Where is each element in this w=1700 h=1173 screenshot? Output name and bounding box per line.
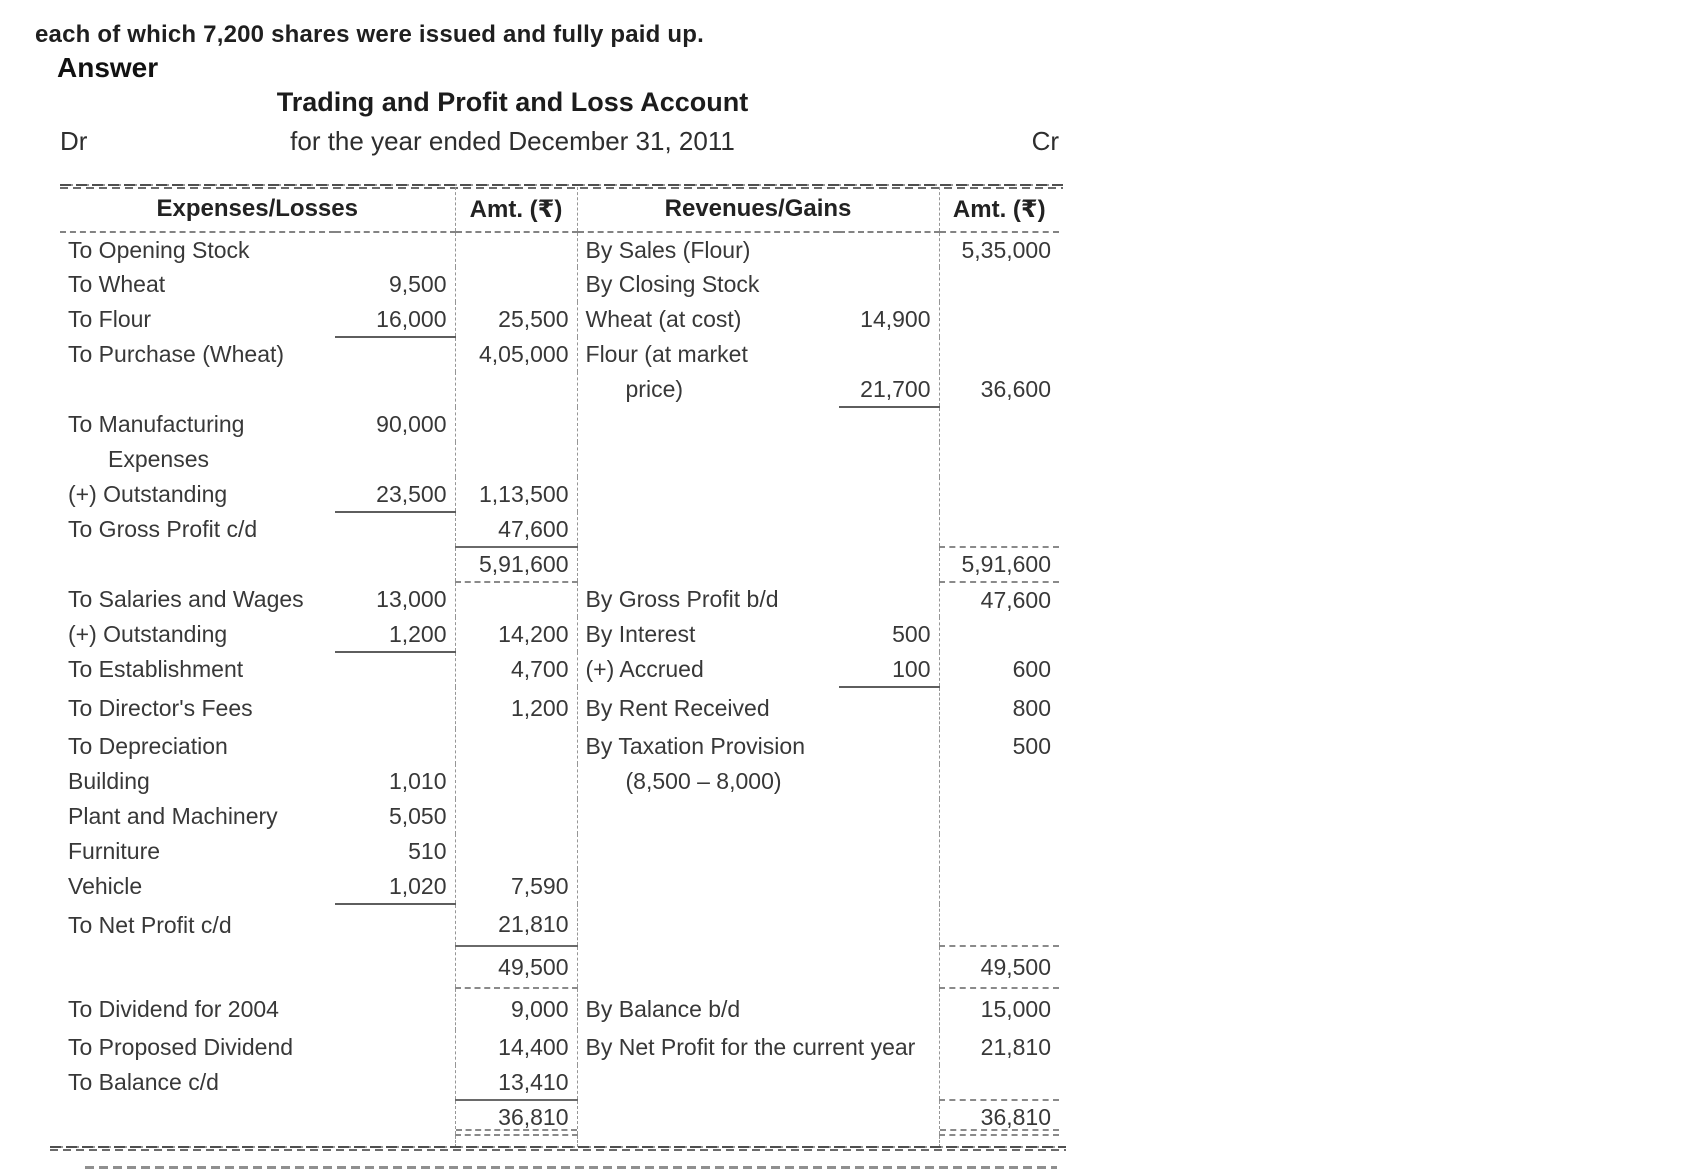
right-particulars-cell: (+) Accrued — [585, 656, 704, 682]
left-sub-amount-cell: 90,000 — [376, 411, 447, 437]
right-amount-cell: 5,91,600 — [939, 547, 1059, 582]
left-particulars-cell: To Manufacturing — [68, 411, 245, 437]
ledger-row — [60, 372, 1059, 407]
right-amount-cell: 5,35,000 — [939, 232, 1059, 267]
left-particulars-cell: To Salaries and Wages — [68, 586, 304, 612]
right-amount-cell — [939, 407, 1059, 442]
left-particulars-cell — [60, 1100, 335, 1135]
right-amount-cell: 21,810 — [939, 1030, 1059, 1065]
right-sub-amount-cell: 21,700 — [839, 372, 939, 407]
right-amount-cell: 36,810 — [939, 1100, 1059, 1135]
left-amount-cell — [455, 407, 577, 442]
right-particulars-cell — [577, 869, 839, 904]
left-sub-amount-cell — [335, 232, 455, 267]
right-sub-amount-cell — [839, 267, 939, 302]
right-particulars-cell: By Gross Profit b/d — [585, 586, 779, 612]
right-amount-cell — [939, 477, 1059, 512]
left-sub-amount-cell: 1,010 — [388, 768, 447, 794]
right-sub-amount-cell — [839, 547, 939, 582]
left-sub-amount-cell — [335, 547, 455, 582]
right-amount-cell — [939, 869, 1059, 904]
left-amount-cell: 1,200 — [455, 687, 577, 729]
right-sub-amount-cell — [839, 337, 939, 372]
right-sub-amount-cell — [839, 869, 939, 904]
right-sub-amount-cell — [839, 764, 939, 799]
left-sub-amount-cell — [335, 988, 455, 1030]
dr-label: Dr — [60, 126, 88, 156]
left-amount-cell: 14,400 — [455, 1030, 577, 1065]
left-sub-amount-cell: 1,200 — [335, 617, 455, 652]
right-particulars-cell — [577, 547, 839, 582]
left-amount-cell: 21,810 — [455, 904, 577, 946]
right-amount-cell — [939, 1065, 1059, 1100]
right-sub-amount-cell — [839, 904, 939, 946]
left-particulars-cell: To Purchase (Wheat) — [68, 341, 285, 367]
right-particulars-cell — [577, 512, 839, 547]
right-particulars-cell — [577, 904, 839, 946]
right-sub-amount-cell — [839, 1100, 939, 1135]
header-row — [60, 187, 1059, 232]
left-sub-amount-cell — [335, 946, 455, 988]
left-amount-cell: 4,05,000 — [455, 337, 577, 372]
left-particulars-cell — [60, 372, 335, 407]
ledger-row — [60, 407, 1059, 442]
right-amount-cell: 47,600 — [939, 582, 1059, 617]
answer-label: Answer — [57, 52, 159, 83]
right-amount-cell — [939, 337, 1059, 372]
left-sub-amount-cell — [335, 372, 455, 407]
left-amount-cell: 49,500 — [455, 946, 577, 988]
left-particulars-cell — [60, 547, 335, 582]
left-amount-cell: 25,500 — [455, 302, 577, 337]
ledger-row — [60, 834, 1059, 869]
left-sub-amount-cell — [335, 729, 455, 764]
left-sub-amount-cell — [335, 1100, 455, 1135]
right-particulars-cell: By Closing Stock — [585, 271, 760, 297]
right-sub-amount-cell — [839, 582, 939, 617]
right-amount-cell: 800 — [939, 687, 1059, 729]
right-particulars-cell — [577, 407, 839, 442]
right-sub-amount-cell — [839, 799, 939, 834]
left-amount-cell — [455, 267, 577, 302]
right-sub-amount-cell — [839, 834, 939, 869]
left-particulars-cell: To Balance c/d — [68, 1069, 219, 1095]
left-particulars-cell: To Depreciation — [68, 733, 228, 759]
right-sub-amount-cell — [839, 946, 939, 988]
right-sub-amount-cell — [839, 687, 939, 729]
right-sub-amount-cell — [839, 512, 939, 547]
ledger-row — [60, 687, 1059, 729]
header-expenses: Expenses/Losses — [60, 187, 455, 232]
right-particulars-cell — [577, 442, 839, 477]
left-amount-cell — [455, 799, 577, 834]
ledger-row — [60, 799, 1059, 834]
ledger-row — [60, 764, 1059, 799]
right-particulars-cell: By Balance b/d — [585, 995, 741, 1022]
left-sub-amount-cell — [335, 442, 455, 477]
right-particulars-cell — [577, 799, 839, 834]
left-amount-cell: 9,000 — [455, 988, 577, 1030]
left-particulars-cell: Building — [68, 768, 150, 794]
period-line: for the year ended December 31, 2011 — [290, 126, 735, 156]
ledger-row — [60, 477, 1059, 512]
left-particulars-cell: Vehicle — [68, 873, 143, 899]
left-amount-cell: 7,590 — [455, 869, 577, 904]
right-particulars-cell: Flour (at market — [585, 341, 748, 367]
left-amount-cell: 4,700 — [455, 652, 577, 687]
header-amt-right: Amt. (₹) — [939, 187, 1059, 232]
ledger-row — [60, 302, 1059, 337]
left-sub-amount-cell: 13,000 — [376, 586, 447, 612]
left-sub-amount-cell: 23,500 — [335, 477, 455, 512]
left-sub-amount-cell — [335, 904, 455, 946]
left-particulars-cell: To Opening Stock — [68, 236, 250, 263]
ledger-row — [60, 337, 1059, 372]
right-amount-cell — [939, 904, 1059, 946]
right-amount-cell — [939, 799, 1059, 834]
ledger-row — [60, 442, 1059, 477]
ledger-row — [60, 267, 1059, 302]
right-particulars-cell — [577, 477, 839, 512]
left-particulars-cell: Plant and Machinery — [68, 803, 278, 829]
account-title: Trading and Profit and Loss Account — [276, 87, 749, 117]
right-amount-cell: 36,600 — [939, 372, 1059, 407]
right-amount-cell: 600 — [939, 652, 1059, 687]
left-amount-cell: 13,410 — [455, 1065, 577, 1100]
right-particulars-cell — [577, 1065, 839, 1100]
right-sub-amount-cell — [839, 1030, 939, 1065]
left-sub-amount-cell — [335, 687, 455, 729]
ledger-row — [60, 869, 1059, 904]
right-particulars-cell — [577, 946, 839, 988]
left-sub-amount-cell: 16,000 — [335, 302, 455, 337]
left-amount-cell — [455, 729, 577, 764]
ledger-row — [60, 904, 1059, 946]
left-amount-cell: 47,600 — [455, 512, 577, 547]
right-sub-amount-cell — [839, 232, 939, 267]
left-amount-cell — [455, 442, 577, 477]
header-amt-left: Amt. (₹) — [455, 187, 577, 232]
right-sub-amount-cell — [839, 477, 939, 512]
left-sub-amount-cell — [335, 512, 455, 547]
right-particulars-cell: By Net Profit for the current year — [585, 1034, 916, 1060]
right-amount-cell — [939, 267, 1059, 302]
right-particulars-cell: By Taxation Provision — [585, 733, 805, 759]
right-particulars-cell: price) — [625, 376, 684, 402]
right-amount-cell: 500 — [939, 729, 1059, 764]
right-amount-cell — [939, 834, 1059, 869]
right-amount-cell: 15,000 — [939, 988, 1059, 1030]
left-amount-cell — [455, 834, 577, 869]
right-amount-cell — [939, 617, 1059, 652]
left-sub-amount-cell — [335, 1065, 455, 1100]
ledger-row — [60, 512, 1059, 547]
left-particulars-cell: To Wheat — [68, 271, 166, 297]
left-amount-cell — [455, 372, 577, 407]
left-amount-cell — [455, 582, 577, 617]
right-particulars-cell: By Rent Received — [585, 694, 770, 721]
left-amount-cell — [455, 232, 577, 267]
left-particulars-cell — [60, 946, 335, 988]
left-amount-cell: 14,200 — [455, 617, 577, 652]
left-particulars-cell: Furniture — [68, 838, 161, 864]
ledger-row — [60, 988, 1059, 1030]
left-particulars-cell: (+) Outstanding — [68, 621, 228, 647]
left-particulars-cell: To Flour — [68, 306, 152, 332]
subtitle-row — [60, 126, 1059, 158]
right-amount-cell: 49,500 — [939, 946, 1059, 988]
ledger-row — [60, 946, 1059, 988]
right-sub-amount-cell — [839, 442, 939, 477]
right-sub-amount-cell: 14,900 — [860, 306, 931, 332]
ledger-row — [60, 1030, 1059, 1065]
ledger-table — [60, 187, 1059, 1147]
right-particulars-cell: (8,500 – 8,000) — [625, 768, 782, 794]
ledger-row — [60, 729, 1059, 764]
intro-line: each of which 7,200 shares were issued and fully paid up. — [35, 21, 704, 48]
right-sub-amount-cell — [839, 729, 939, 764]
left-amount-cell — [455, 764, 577, 799]
left-sub-amount-cell: 9,500 — [388, 271, 447, 297]
right-particulars-cell: By Interest — [585, 621, 696, 647]
ledger-row — [60, 617, 1059, 652]
ledger-row — [60, 232, 1059, 267]
right-sub-amount-cell — [839, 407, 939, 442]
ledger-row — [60, 1100, 1059, 1135]
right-sub-amount-cell — [839, 1065, 939, 1100]
left-sub-amount-cell: 1,020 — [335, 869, 455, 904]
left-sub-amount-cell — [335, 652, 455, 687]
left-sub-amount-cell: 510 — [408, 838, 447, 864]
header-revenues: Revenues/Gains — [577, 187, 939, 232]
ledger-row — [60, 547, 1059, 582]
left-amount-cell: 5,91,600 — [455, 547, 577, 582]
ledger-row — [60, 1065, 1059, 1100]
right-sub-amount-cell: 100 — [839, 652, 939, 687]
left-sub-amount-cell — [335, 337, 455, 372]
ledger-row — [60, 652, 1059, 687]
cr-label: Cr — [1031, 126, 1059, 156]
left-particulars-cell: Expenses — [108, 446, 210, 472]
left-particulars-cell: To Gross Profit c/d — [68, 516, 258, 542]
next-table-hint-line — [85, 1166, 1057, 1170]
left-particulars-cell: To Dividend for 2004 — [68, 995, 279, 1022]
left-particulars-cell: To Net Profit c/d — [68, 911, 232, 938]
left-particulars-cell: To Establishment — [68, 656, 244, 682]
right-amount-cell — [939, 302, 1059, 337]
left-particulars-cell: To Director's Fees — [68, 694, 253, 721]
right-particulars-cell: By Sales (Flour) — [585, 236, 751, 263]
right-particulars-cell: Wheat (at cost) — [585, 306, 742, 332]
left-sub-amount-cell: 5,050 — [388, 803, 447, 829]
left-particulars-cell: (+) Outstanding — [68, 481, 228, 507]
left-amount-cell: 1,13,500 — [455, 477, 577, 512]
right-sub-amount-cell — [839, 988, 939, 1030]
right-particulars-cell — [577, 834, 839, 869]
left-particulars-cell: To Proposed Dividend — [68, 1034, 294, 1060]
ledger-body — [60, 232, 1059, 1147]
right-sub-amount-cell: 500 — [892, 621, 931, 647]
right-amount-cell — [939, 442, 1059, 477]
right-particulars-cell — [577, 1100, 839, 1135]
right-amount-cell — [939, 764, 1059, 799]
ledger-row — [60, 582, 1059, 617]
left-amount-cell: 36,810 — [455, 1100, 577, 1135]
right-amount-cell — [939, 512, 1059, 547]
table-bottom-line — [50, 1146, 1066, 1151]
left-sub-amount-cell — [335, 1030, 455, 1065]
